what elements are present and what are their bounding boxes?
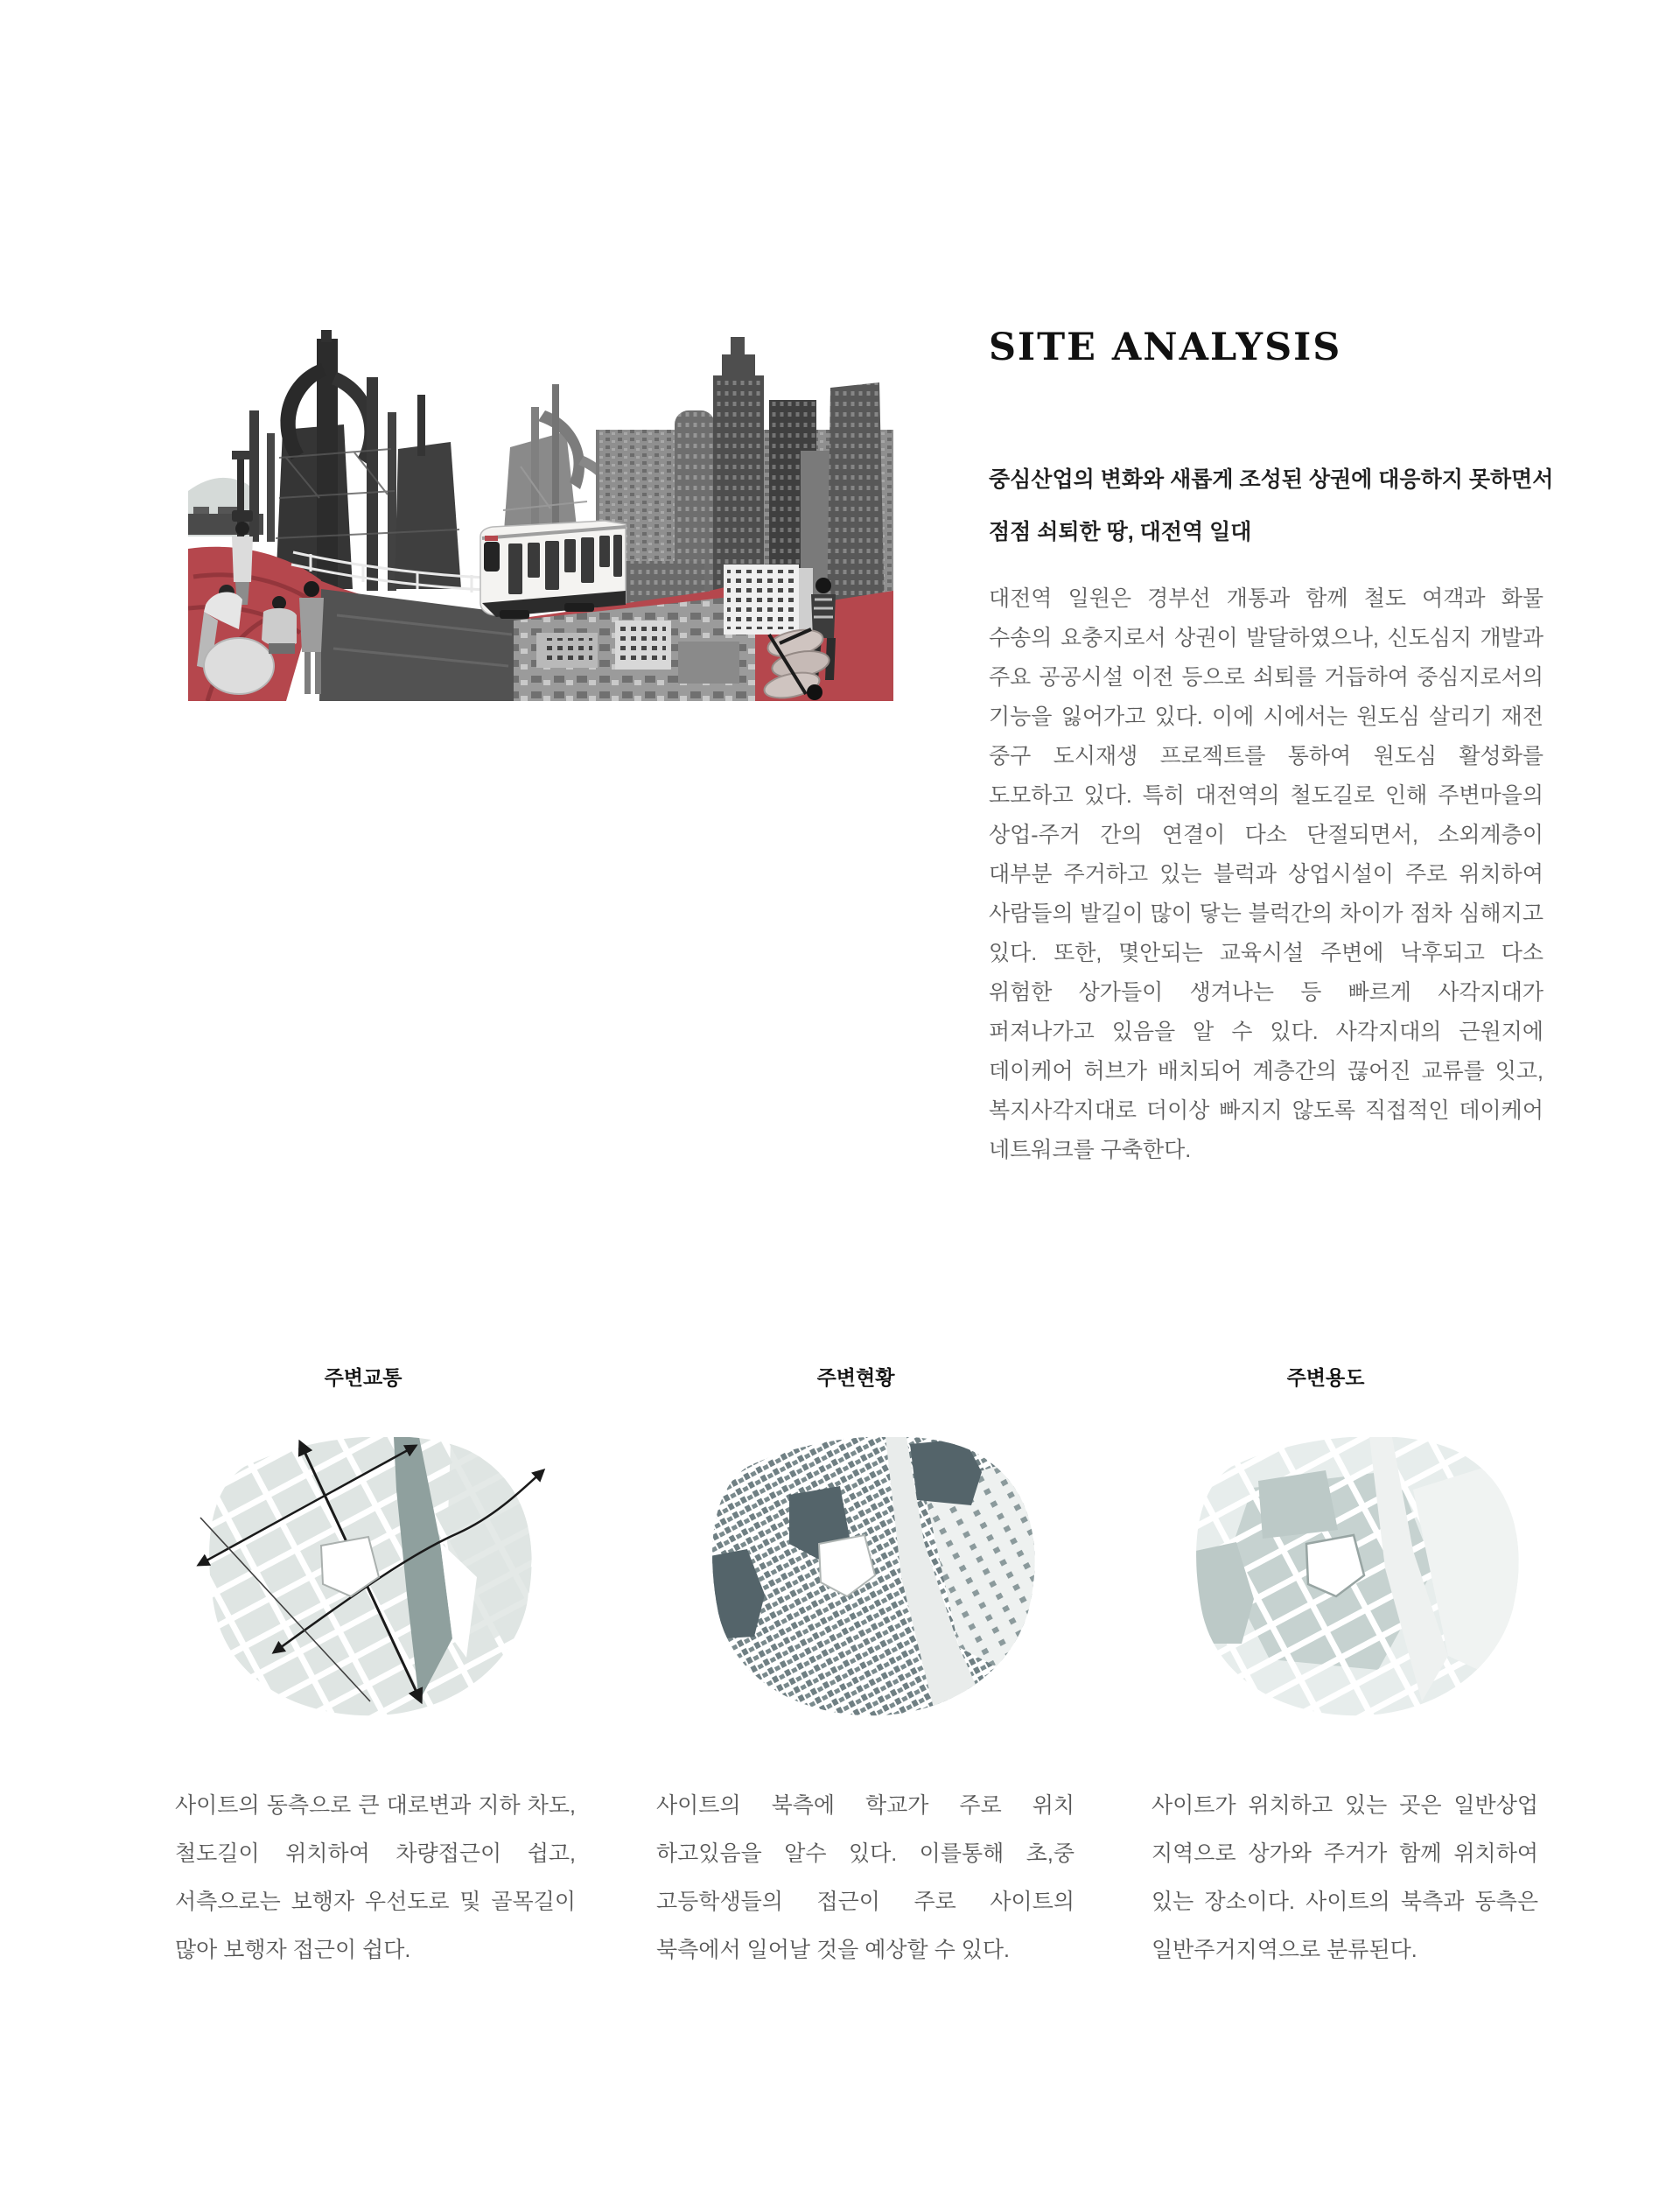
map-label-zoning: 주변용도 <box>1286 1366 1365 1389</box>
intro-body: 대전역 일원은 경부선 개통과 함께 철도 여객과 화물 수송의 요충지로서 상권이 발달하였으나, 신도심지 개발과 주요 공공시설 이전 등으로 쇠퇴를 거듭하여 중심지로서의 기능을 잃어가고 있다. 이에 시에서는 원도심 살리기 재전 중구 도시재생 프로젝트를 통하여 원도심 활성화를 도모하고 있다. 특히 대전역의 철도길로 인해 주변마을의 상업-주거 간의 연결이 다소 단절되면서, 소외계층이 대부분 주거하고 있는 블럭과 상업시설이 주로 위치하여 사람들의 발길이 많이 닿는 블럭간의 차이가 점차 심해지고 있다. 또한, 몇안되는 교육시설 주변에 낙후되고 다소 위험한 상가들이 생겨나는 등 빠르게 사각지대가 퍼져나가고 있음을 알 수 있다. 사각지대의 근원지에 데이케어 허브가 배치되어 계층간의 끊어진 교류를 잇고, 복지사각지대로 더이상 빠지지 않도록 직접적인 데이케어 네트워크를 구축한다. <box>989 586 1544 1162</box>
standing-child <box>299 581 324 694</box>
site-collage-image <box>188 326 893 701</box>
map-label-traffic: 주변교통 <box>324 1366 402 1389</box>
office-building <box>724 565 813 635</box>
map-zoning-diagram <box>1175 1437 1543 1726</box>
map-status-diagram <box>691 1437 1059 1726</box>
caption-status: 사이트의 북측에 학교가 주로 위치 하고있음을 알수 있다. 이를통해 초,중 고등학생들의 접근이 주로 사이트의 북측에서 일어날 것을 예상할 수 있다. <box>656 1793 1074 1962</box>
school-block-1 <box>910 1439 982 1505</box>
caption-zoning: 사이트가 위치하고 있는 곳은 일반상업 지역으로 상가와 주거가 함께 위치하여 있는 장소이다. 사이트의 북측과 동측은 일반주거지역으로 분류된다. <box>1152 1793 1538 1962</box>
map-traffic-diagram <box>188 1437 556 1726</box>
building-fabric <box>691 1437 1059 1726</box>
page-title: SITE ANALYSIS <box>989 326 1342 369</box>
intro-subtitle: 중심산업의 변화와 새롭게 조성된 상권에 대응하지 못하면서 점점 쇠퇴한 땅, 대전역 일대 <box>989 467 1554 544</box>
map-label-status: 주변현황 <box>816 1366 895 1389</box>
train <box>480 521 626 619</box>
caption-traffic: 사이트의 동측으로 큰 대로변과 지하 차도, 철도길이 위치하여 차량접근이 쉽고, 서측으로는 보행자 우선도로 및 골목길이 많아 보행자 접근이 쉽다. <box>175 1793 576 1962</box>
zoning-fabric <box>1175 1437 1543 1726</box>
